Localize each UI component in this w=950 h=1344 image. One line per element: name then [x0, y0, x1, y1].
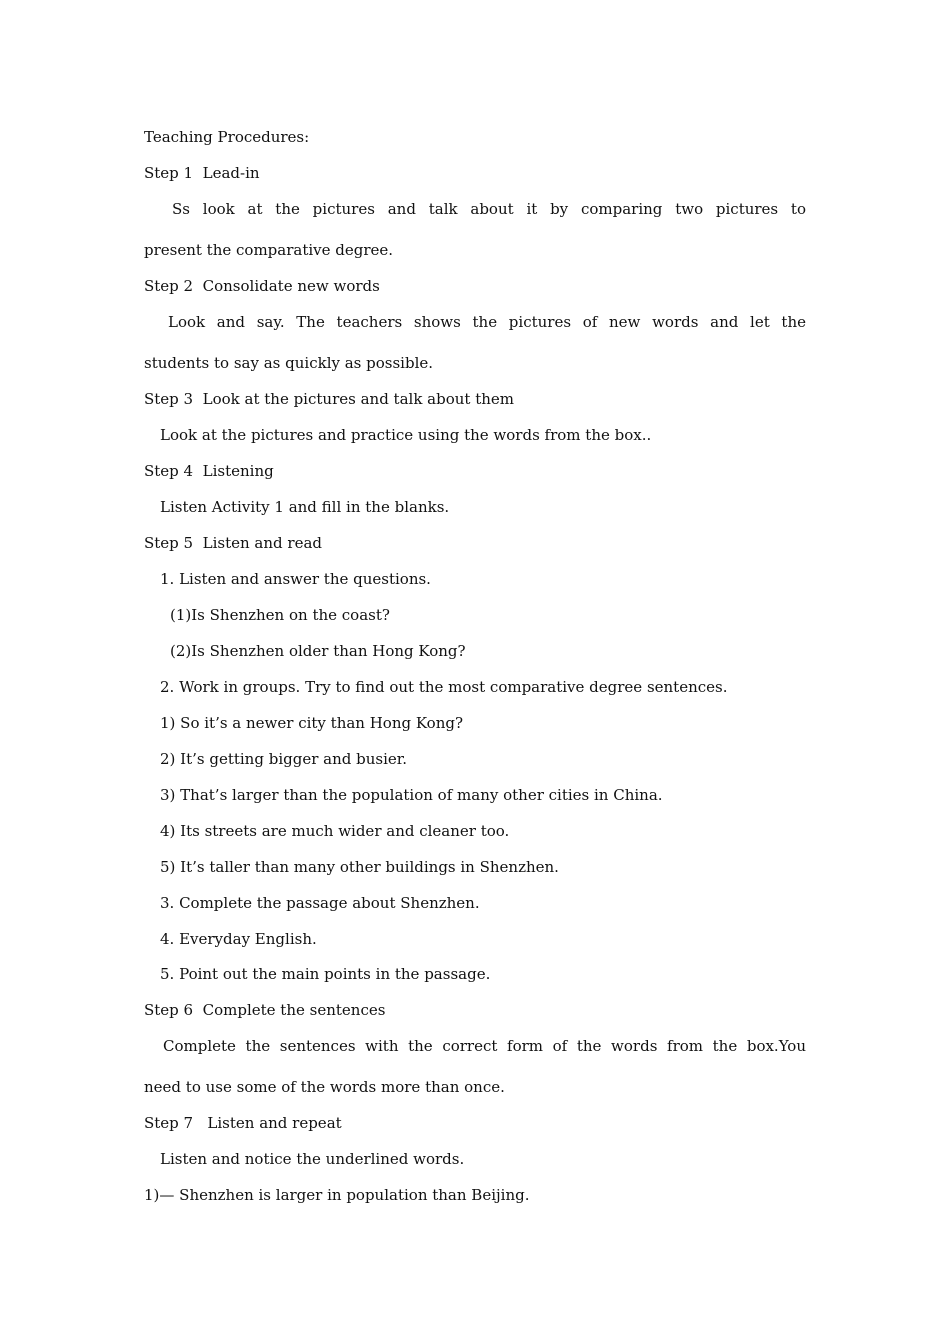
- step6-text-line1: Complete the sentences with the correct form of the words from the box.You: [163, 1037, 806, 1055]
- step2-text-line1: Look and say. The teachers shows the pictures of new words and let the: [168, 313, 806, 331]
- step3-text: Look at the pictures and practice using the words from the box..: [160, 426, 652, 444]
- step5-sentence-5: 5) It’s taller than many other buildings in Shenzhen.: [160, 858, 559, 876]
- step5-sentence-3: 3) That’s larger than the population of many other cities in China.: [160, 786, 663, 804]
- step2-text-line2: students to say as quickly as possible.: [144, 354, 434, 372]
- step5-item-1: 1. Listen and answer the questions.: [160, 570, 431, 588]
- section-heading: Teaching Procedures:: [144, 128, 310, 146]
- step3-title: Step 3 Look at the pictures and talk about them: [144, 390, 515, 408]
- step6-text-line2: need to use some of the words more than once.: [144, 1078, 505, 1096]
- step4-text: Listen Activity 1 and fill in the blanks.: [160, 498, 450, 516]
- step7-text: Listen and notice the underlined words.: [160, 1150, 465, 1168]
- step5-title: Step 5 Listen and read: [144, 534, 322, 552]
- step1-text-line1: Ss look at the pictures and talk about it by comparing two pictures to: [172, 200, 806, 218]
- step1-text-line2: present the comparative degree.: [144, 241, 394, 259]
- step6-title: Step 6 Complete the sentences: [144, 1001, 386, 1019]
- step5-item-5: 5. Point out the main points in the passage.: [160, 965, 491, 983]
- step5-sentence-4: 4) Its streets are much wider and cleaner too.: [160, 822, 510, 840]
- step5-item-4: 4. Everyday English.: [160, 930, 317, 948]
- step7-item-1: 1)— Shenzhen is larger in population than Beijing.: [144, 1186, 530, 1204]
- step5-sentence-1: 1) So it’s a newer city than Hong Kong?: [160, 714, 464, 732]
- step7-title: Step 7 Listen and repeat: [144, 1114, 342, 1132]
- step4-title: Step 4 Listening: [144, 462, 274, 480]
- step5-sentence-2: 2) It’s getting bigger and busier.: [160, 750, 408, 768]
- step5-question-2: (2)Is Shenzhen older than Hong Kong?: [170, 642, 466, 660]
- step5-item-2: 2. Work in groups. Try to find out the most comparative degree sentences.: [160, 678, 728, 696]
- step5-question-1: (1)Is Shenzhen on the coast?: [170, 606, 390, 624]
- step2-title: Step 2 Consolidate new words: [144, 277, 380, 295]
- step1-title: Step 1 Lead-in: [144, 164, 260, 182]
- step5-item-3: 3. Complete the passage about Shenzhen.: [160, 894, 480, 912]
